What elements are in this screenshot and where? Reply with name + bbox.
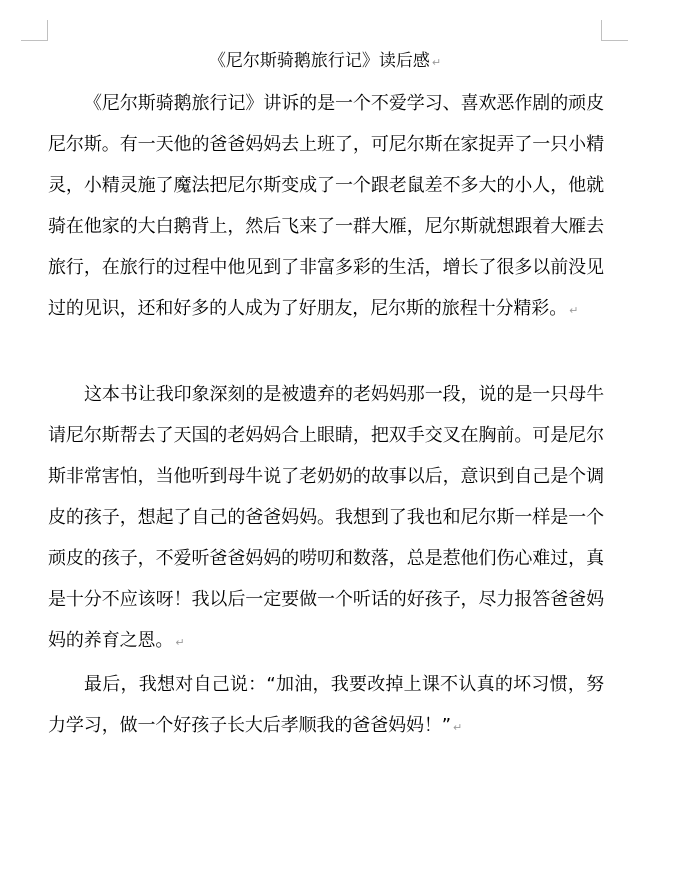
paragraph-mark-icon: ↵ <box>569 304 579 317</box>
page-margin-corner-top-left <box>21 20 48 41</box>
paragraph-mark-icon: ↵ <box>175 636 185 649</box>
paragraph-mark-icon: ↵ <box>453 721 463 734</box>
document-title[interactable] <box>48 49 602 75</box>
paragraph-3-text: 最后，我想对自己说：“加油，我要改掉上课不认真的坏习惯，努力学习，做一个好孩子长大后孝顺我的爸爸妈妈！” <box>48 674 604 736</box>
paragraph-1[interactable] <box>48 83 604 331</box>
paragraph-mark-icon: ↵ <box>431 56 442 69</box>
paragraph-3[interactable] <box>48 664 604 748</box>
paragraph-2[interactable] <box>48 374 604 663</box>
paragraph-1-text: 《尼尔斯骑鹅旅行记》讲诉的是一个不爱学习、喜欢恶作剧的顽皮尼尔斯。有一天他的爸爸妈妈去上班了，可尼尔斯在家捉弄了一只小精灵，小精灵施了魔法把尼尔斯变成了一个跟老鼠差不多大的小人，他就骑在他家的大白鹅背上，然后飞来了一群大雁，尼尔斯就想跟着大雁去旅行，在旅行的过程中他见到了非富多彩的生活，增长了很多以前没见过的见识，还和好多的人成为了好朋友，尼尔斯的旅程十分精彩。 <box>48 93 604 319</box>
paragraph-2-text: 这本书让我印象深刻的是被遗弃的老妈妈那一段，说的是一只母牛请尼尔斯帮去了天国的老妈妈合上眼睛，把双手交叉在胸前。可是尼尔斯非常害怕，当他听到母牛说了老奶奶的故事以后，意识到自己是个调皮的孩子，想起了自己的爸爸妈妈。我想到了我也和尼尔斯一样是一个顽皮的孩子，不爱听爸爸妈妈的唠叨和数落，总是惹他们伤心难过，真是十分不应该呀！我以后一定要做一个听话的好孩子，尽力报答爸爸妈妈的养育之恩。 <box>48 384 604 651</box>
document-title-text: 《尼尔斯骑鹅旅行记》读后感 <box>208 51 430 71</box>
page-margin-corner-top-right <box>601 20 628 41</box>
